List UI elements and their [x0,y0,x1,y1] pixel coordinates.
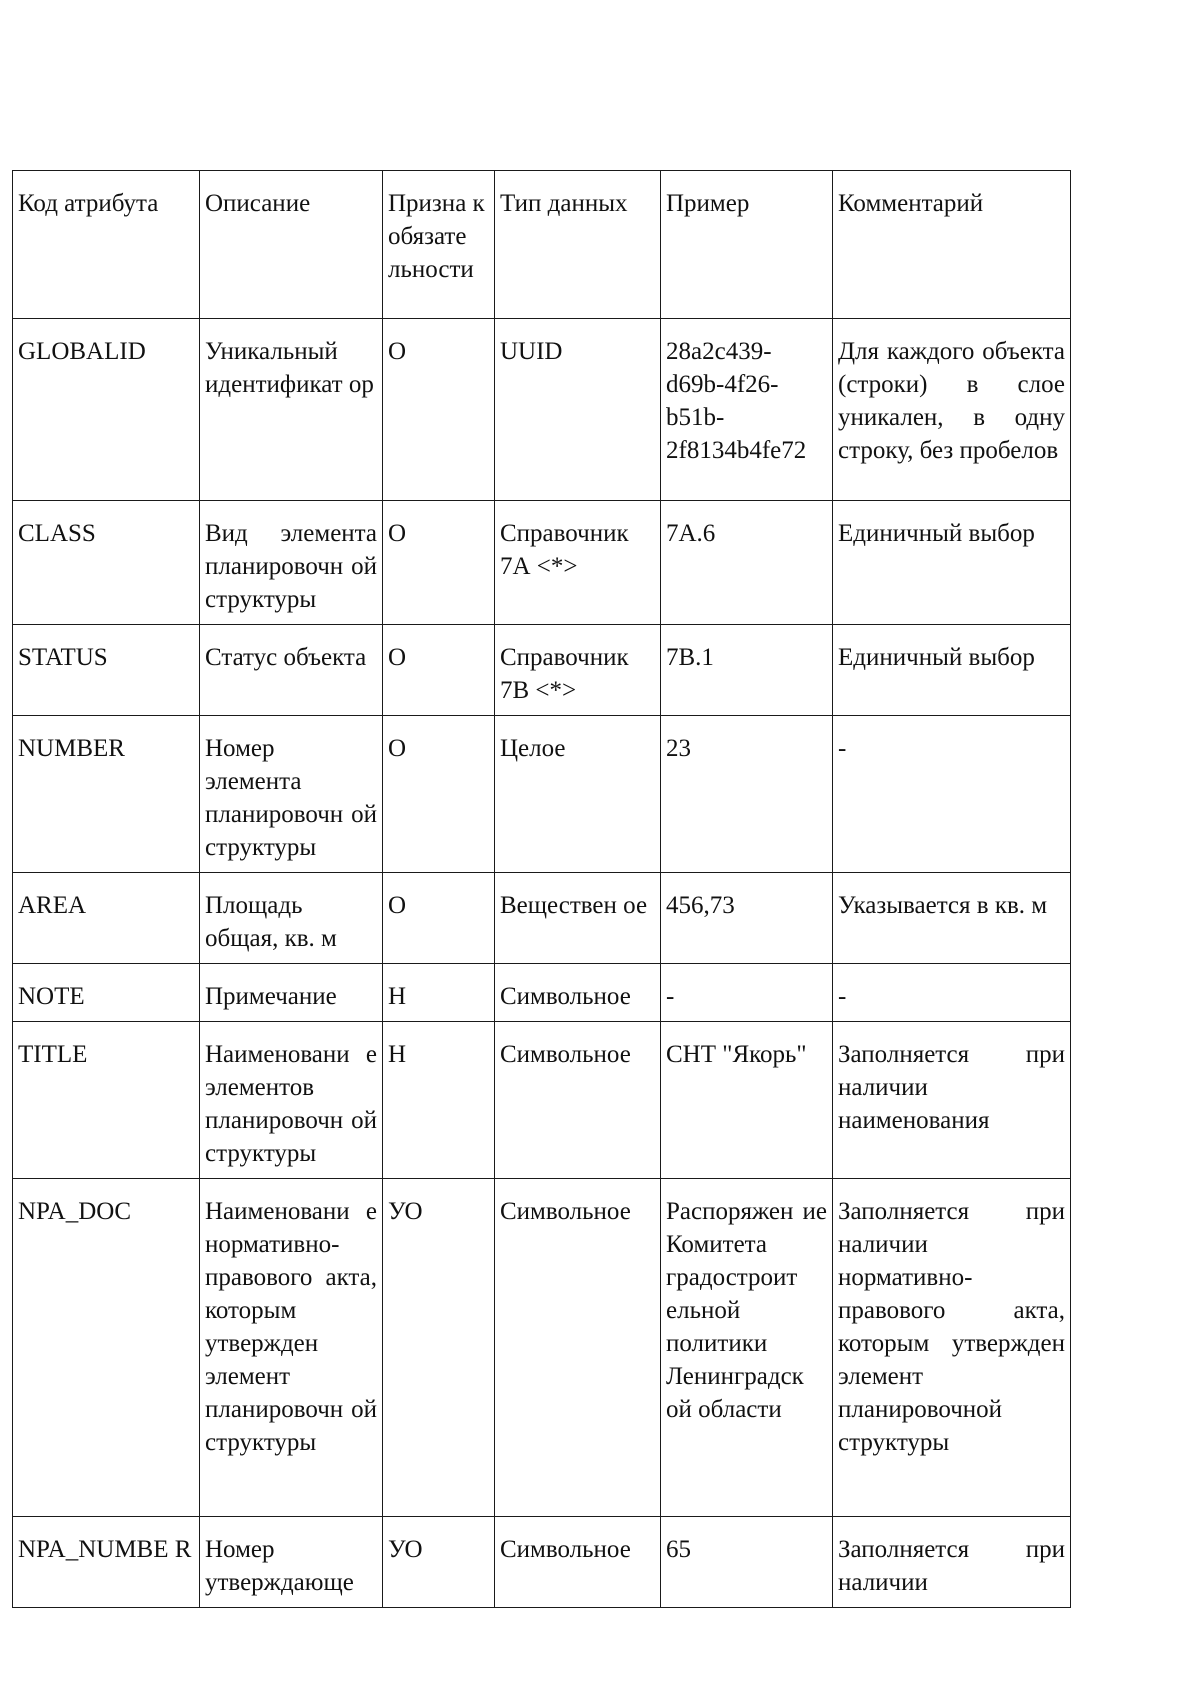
cell-text-line: м [1031,892,1048,919]
cell-text-line: Символьное [500,983,631,1010]
description-cell [200,873,383,964]
mandatory-flag-cell [383,1179,495,1517]
cell-text-line: планировочн [205,801,344,828]
cell-text-line: Символьное [500,1041,631,1068]
cell-text-line: ой структуры [205,801,377,861]
cell-text-line: наличии [838,1569,928,1596]
cell-text-line: Комментарий [838,190,984,217]
example-cell [661,1179,833,1517]
cell-text-line: CLASS [18,520,96,547]
comment-cell [833,625,1071,716]
cell-text-line: нормативно- [205,1231,340,1258]
cell-text-line: градостроит [666,1264,798,1291]
attribute-code-cell [13,1022,200,1179]
cell-text-line: ое [623,892,648,919]
cell-text-line: политики [666,1330,768,1357]
mandatory-flag-cell [383,1022,495,1179]
cell-text-line: планировочн [205,1107,344,1134]
cell-text-line: Вид элемента [205,520,377,547]
mandatory-flag-cell [383,171,495,319]
cell-text-line: Справочник [500,644,629,671]
example-cell [661,501,833,625]
cell-text-line: СНТ [666,1041,716,1068]
cell-text-line: Заполняется при [838,1041,1065,1068]
comment-cell [833,501,1071,625]
cell-text-line: объекта (строки) [838,338,1065,398]
cell-text-line: УО [388,1198,423,1225]
description-cell [200,1517,383,1608]
cell-text-line: е [365,1198,377,1225]
attribute-code-cell [13,1179,200,1517]
cell-text-line: Указывается в кв. [838,892,1026,919]
cell-text-line: - [838,983,847,1010]
table-row [13,964,1071,1022]
cell-text-line: Единичный [838,520,963,547]
cell-text-line: Наименовани [205,1041,350,1068]
data-type-cell [495,964,661,1022]
comment-cell [833,1179,1071,1517]
cell-text-line: Заполняется при [838,1536,1065,1563]
attribute-code-cell [13,873,200,964]
cell-text-line: Пример [666,190,750,217]
cell-text-line: R [174,1536,192,1563]
data-type-cell [495,319,661,501]
example-cell [661,964,833,1022]
example-cell [661,1517,833,1608]
cell-text-line: планировочн [205,553,344,580]
data-type-cell [495,873,661,964]
mandatory-flag-cell [383,625,495,716]
cell-text-line: Н [388,1041,407,1068]
attribute-code-cell [13,964,200,1022]
cell-text-line: которым [838,1330,930,1357]
cell-text-line: утвержден [951,1330,1065,1357]
data-type-cell [495,501,661,625]
cell-text-line: Н [388,983,407,1010]
data-type-cell [495,1022,661,1179]
cell-text-line: NOTE [18,983,85,1010]
example-cell [661,1022,833,1179]
cell-text-line: Код атрибута [18,190,159,217]
cell-text-line: правового [205,1264,313,1291]
cell-text-line: Для каждого [838,338,975,365]
cell-text-line: в слое уникален, [838,371,1066,431]
description-cell [200,171,383,319]
mandatory-flag-cell [383,716,495,873]
cell-text-line: Заполняется при [838,1198,1065,1225]
cell-text-line: Номер [205,1536,275,1563]
cell-text-line: в одну строку, [838,404,1066,464]
cell-text-line: STATUS [18,644,108,671]
cell-text-line: которым [205,1297,297,1324]
attribute-code-cell [13,625,200,716]
cell-text-line: Номер [205,735,275,762]
cell-text-line: 65 [666,1536,691,1563]
description-cell [200,716,383,873]
comment-cell [833,1517,1071,1608]
cell-text-line: идентификат [205,371,343,398]
cell-text-line: Площадь [205,892,303,919]
comment-cell [833,1022,1071,1179]
cell-text-line: 7В.1 [666,644,714,671]
cell-text-line: обязате [388,223,467,250]
example-cell [661,873,833,964]
cell-text-line: AREA [18,892,87,919]
description-cell [200,319,383,501]
cell-text-line: элемента [205,768,302,795]
cell-text-line: утвержден [205,1330,319,1357]
cell-text-line: 7А <*> [500,553,578,580]
cell-text-line: наименования [838,1107,990,1134]
cell-text-line: акта, [325,1264,377,1291]
description-cell [200,1179,383,1517]
cell-text-line: Веществен [500,892,617,919]
cell-text-line: TITLE [18,1041,88,1068]
cell-text-line: е элементов [205,1041,377,1101]
cell-text-line: d69b-4f26- [666,371,779,398]
cell-text-line: 23 [666,735,691,762]
table-row [13,1179,1071,1517]
table-row [13,1022,1071,1179]
cell-text-line: общая, кв. м [205,925,337,952]
description-cell [200,625,383,716]
mandatory-flag-cell [383,319,495,501]
attribute-code-cell [13,716,200,873]
table-row [13,873,1071,964]
cell-text-line: Символьное [500,1536,631,1563]
table-row [13,1517,1071,1608]
cell-text-line: Единичный [838,644,963,671]
cell-text-line: ой области [666,1396,782,1423]
example-cell [661,716,833,873]
cell-text-line: Наименовани [205,1198,350,1225]
cell-text-line: ой структуры [205,553,377,613]
cell-text-line: ой структуры [205,1396,377,1456]
comment-cell [833,171,1071,319]
cell-text-line: NUMBER [18,735,125,762]
header-row [13,171,1071,319]
cell-text-line: элемент [838,1363,924,1390]
cell-text-line: выбор [968,520,1035,547]
description-cell [200,964,383,1022]
cell-text-line: планировочн [205,1396,344,1423]
cell-text-line: NPA_NUMBE [18,1536,169,1563]
cell-text-line: элемент [205,1363,291,1390]
table-row [13,319,1071,501]
example-cell [661,625,833,716]
cell-text-line: Уникальный [205,338,338,365]
cell-text-line: Описание [205,190,311,217]
cell-text-line: без пробелов [919,437,1059,464]
cell-text-line: объекта [283,644,367,671]
cell-text-line: 28a2c439- [666,338,772,365]
cell-text-line: UUID [500,338,563,365]
attribute-code-cell [13,319,200,501]
mandatory-flag-cell [383,964,495,1022]
cell-text-line: 2f8134b4fe72 [666,437,807,464]
cell-text-line: 7А.6 [666,520,716,547]
table-row [13,625,1071,716]
cell-text-line: Справочник [500,520,629,547]
cell-text-line: - [838,735,847,762]
cell-text-line: ие Комитета [666,1198,827,1258]
cell-text-line: правового акта, [838,1297,1065,1324]
cell-text-line: наличии [838,1074,928,1101]
comment-cell [833,319,1071,501]
data-type-cell [495,1179,661,1517]
cell-text-line: GLOBALID [18,338,146,365]
cell-text-line: ой структуры [205,1107,377,1167]
example-cell [661,319,833,501]
comment-cell [833,964,1071,1022]
cell-text-line: "Якорь" [722,1041,807,1068]
cell-text-line: планировочной [838,1396,1003,1423]
cell-text-line: О [388,735,407,762]
cell-text-line: Целое [500,735,566,762]
cell-text-line: нормативно- [838,1264,973,1291]
cell-text-line: структуры [838,1429,950,1456]
cell-text-line: наличии [838,1231,928,1258]
data-type-cell [495,625,661,716]
data-type-cell [495,1517,661,1608]
data-type-cell [495,716,661,873]
cell-text-line: О [388,520,407,547]
cell-text-line: Ленинградск [666,1363,804,1390]
cell-text-line: Статус [205,644,278,671]
cell-text-line: b51b- [666,404,725,431]
description-cell [200,501,383,625]
cell-text-line: - [666,983,675,1010]
mandatory-flag-cell [383,1517,495,1608]
cell-text-line: О [388,892,407,919]
cell-text-line: ор [348,371,374,398]
cell-text-line: Примечание [205,983,337,1010]
attribute-table [12,170,1071,1608]
cell-text-line: утверждающе [205,1569,354,1596]
attribute-code-cell [13,171,200,319]
cell-text-line: ельной [666,1297,741,1324]
cell-text-line: Призна [388,190,467,217]
cell-text-line: О [388,338,407,365]
cell-text-line: Тип данных [500,190,628,217]
cell-text-line: выбор [968,644,1035,671]
cell-text-line: льности [388,256,474,283]
table-row [13,501,1071,625]
comment-cell [833,716,1071,873]
comment-cell [833,873,1071,964]
mandatory-flag-cell [383,873,495,964]
description-cell [200,1022,383,1179]
attribute-code-cell [13,1517,200,1608]
cell-text-line: NPA_DOC [18,1198,132,1225]
cell-text-line: Распоряжен [666,1198,794,1225]
cell-text-line: О [388,644,407,671]
cell-text-line: Символьное [500,1198,631,1225]
example-cell [661,171,833,319]
table-row [13,716,1071,873]
cell-text-line: УО [388,1536,423,1563]
cell-text-line: к [472,190,485,217]
cell-text-line: 7В <*> [500,677,577,704]
data-type-cell [495,171,661,319]
attribute-code-cell [13,501,200,625]
cell-text-line: 456,73 [666,892,735,919]
mandatory-flag-cell [383,501,495,625]
